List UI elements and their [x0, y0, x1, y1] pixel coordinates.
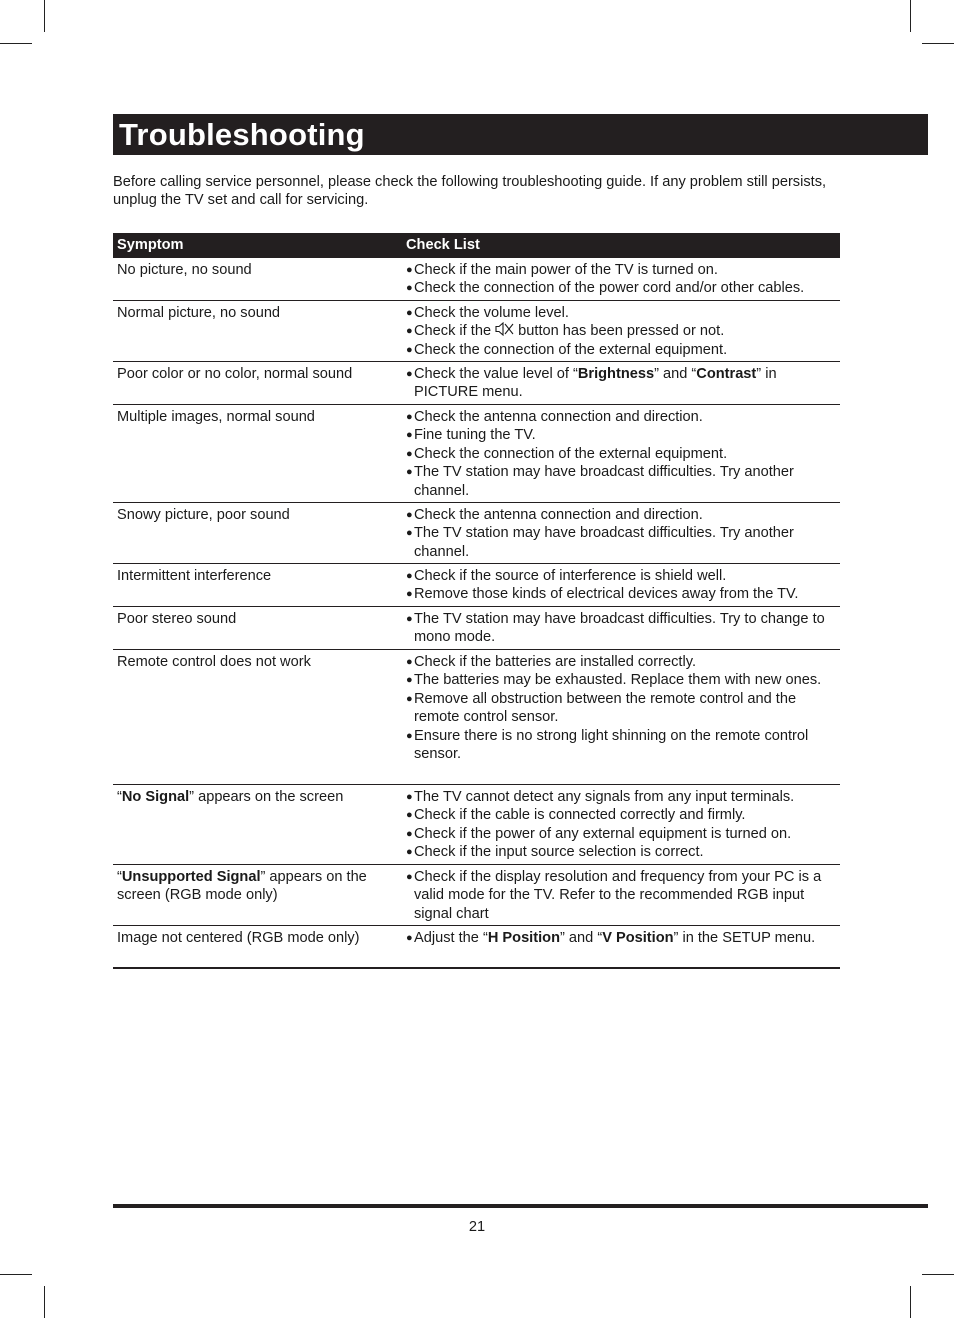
- checklist-cell: [406, 926, 840, 967]
- bullet-icon: [406, 408, 414, 426]
- symptom-cell: No picture, no sound: [117, 262, 252, 278]
- symptom-cell: Poor stereo sound: [117, 611, 237, 627]
- check-item: ● Check if the batteries are installed correctly.: [406, 653, 840, 671]
- check-item: ● Check if the display resolution and frequency from your PC is a valid mode for the TV. Refer to the recommended RGB input signal chart: [406, 868, 840, 923]
- crop-mark: [44, 0, 45, 32]
- table-row: [113, 785, 840, 865]
- bullet-icon: [406, 585, 414, 603]
- symptom-cell: “No Signal” appears on the screen: [117, 789, 344, 805]
- bullet-icon: [406, 322, 414, 340]
- crop-mark: [922, 43, 954, 44]
- page-title: Troubleshooting: [119, 117, 365, 152]
- check-item: ● The TV station may have broadcast difficulties. Try another channel.: [406, 463, 840, 500]
- bullet-icon: [406, 365, 414, 402]
- checklist-cell: [406, 785, 840, 864]
- symptom-cell: Snowy picture, poor sound: [117, 507, 290, 523]
- page-number: 21: [468, 1219, 486, 1235]
- checklist-cell: [406, 607, 840, 649]
- crop-mark: [44, 1286, 45, 1318]
- checklist-cell: [406, 362, 840, 404]
- check-item: ● Ensure there is no strong light shinning on the remote control sensor.: [406, 727, 840, 764]
- bullet-icon: [406, 341, 414, 359]
- bullet-icon: [406, 567, 414, 585]
- check-item: ● Adjust the “H Position” and “V Position” in the SETUP menu.: [406, 929, 840, 947]
- check-item: ● Check if the power of any external equipment is turned on.: [406, 825, 840, 843]
- symptom-cell: “Unsupported Signal” appears on the screen (RGB mode only): [117, 869, 367, 904]
- checklist-cell: [406, 405, 840, 502]
- check-item: ● The TV station may have broadcast difficulties. Try another channel.: [406, 524, 840, 561]
- check-item: ● The TV cannot detect any signals from any input terminals.: [406, 788, 840, 806]
- header-checklist: Check List: [406, 237, 480, 253]
- symptom-cell: Poor color or no color, normal sound: [117, 366, 353, 382]
- mute-icon: [495, 322, 514, 336]
- check-item: ● Check the connection of the power cord and/or other cables.: [406, 279, 840, 297]
- crop-mark: [910, 0, 911, 32]
- bullet-icon: [406, 463, 414, 500]
- check-item: ● Check the connection of the external equipment.: [406, 341, 840, 359]
- bullet-icon: [406, 426, 414, 444]
- bullet-icon: [406, 506, 414, 524]
- bullet-icon: [406, 806, 414, 824]
- symptom-cell: Intermittent interference: [117, 568, 272, 584]
- crop-mark: [910, 1286, 911, 1318]
- check-item: ● Check if the source of interference is shield well.: [406, 567, 840, 585]
- checklist-cell: [406, 865, 840, 925]
- bullet-icon: [406, 524, 414, 561]
- title-bar: [113, 114, 928, 155]
- check-item: ● Remove those kinds of electrical devices away from the TV.: [406, 585, 840, 603]
- table-header: [113, 233, 840, 258]
- bullet-icon: [406, 610, 414, 647]
- table-row: [113, 405, 840, 503]
- check-item: ● Fine tuning the TV.: [406, 426, 840, 444]
- table-row: [113, 607, 840, 650]
- bullet-icon: [406, 843, 414, 861]
- checklist-cell: [406, 503, 840, 563]
- check-item: ● Check the connection of the external equipment.: [406, 445, 840, 463]
- check-item: ● Check if the main power of the TV is turned on.: [406, 261, 840, 279]
- troubleshooting-table: [113, 233, 840, 969]
- check-item: ● Check the antenna connection and direction.: [406, 408, 840, 426]
- header-symptom: Symptom: [117, 237, 184, 253]
- check-item: ● The TV station may have broadcast difficulties. Try to change to mono mode.: [406, 610, 840, 647]
- table-row: [113, 362, 840, 405]
- checklist-cell: [406, 301, 840, 361]
- bullet-icon: [406, 304, 414, 322]
- bullet-icon: [406, 653, 414, 671]
- table-row: [113, 503, 840, 564]
- crop-mark: [0, 43, 32, 44]
- intro-paragraph: Before calling service personnel, please check the following troubleshooting guide. If any problem still persists, unplug the TV set and call for servicing.: [113, 174, 827, 208]
- check-item: ● Remove all obstruction between the remote control and the remote control sensor.: [406, 690, 840, 727]
- bullet-icon: [406, 788, 414, 806]
- check-item: ● Check if the cable is connected correctly and firmly.: [406, 806, 840, 824]
- symptom-cell: Image not centered (RGB mode only): [117, 930, 360, 946]
- symptom-cell: Multiple images, normal sound: [117, 409, 315, 425]
- table-row: [113, 650, 840, 785]
- checklist-cell: [406, 564, 840, 606]
- table-row: [113, 926, 840, 969]
- bullet-icon: [406, 671, 414, 689]
- table-row: [113, 865, 840, 926]
- bullet-icon: [406, 825, 414, 843]
- check-item: ● Check the antenna connection and direction.: [406, 506, 840, 524]
- table-row: [113, 564, 840, 607]
- bullet-icon: [406, 279, 414, 297]
- table-row: [113, 301, 840, 362]
- check-item: ● The batteries may be exhausted. Replace them with new ones.: [406, 671, 840, 689]
- check-item: ● Check if the button has been pressed or not.: [406, 322, 840, 340]
- bullet-icon: [406, 261, 414, 279]
- footer-rule: [113, 1204, 928, 1208]
- check-item: ● Check the volume level.: [406, 304, 840, 322]
- check-item: ● Check the value level of “Brightness” and “Contrast” in PICTURE menu.: [406, 365, 840, 402]
- symptom-cell: Normal picture, no sound: [117, 305, 281, 321]
- bullet-icon: [406, 445, 414, 463]
- check-item: ● Check if the input source selection is correct.: [406, 843, 840, 861]
- checklist-cell: [406, 258, 840, 300]
- bullet-icon: [406, 929, 414, 947]
- crop-mark: [0, 1274, 32, 1275]
- bullet-icon: [406, 868, 414, 923]
- bullet-icon: [406, 727, 414, 764]
- crop-mark: [922, 1274, 954, 1275]
- checklist-cell: [406, 650, 840, 784]
- symptom-cell: Remote control does not work: [117, 654, 311, 670]
- table-row: [113, 258, 840, 301]
- bullet-icon: [406, 690, 414, 727]
